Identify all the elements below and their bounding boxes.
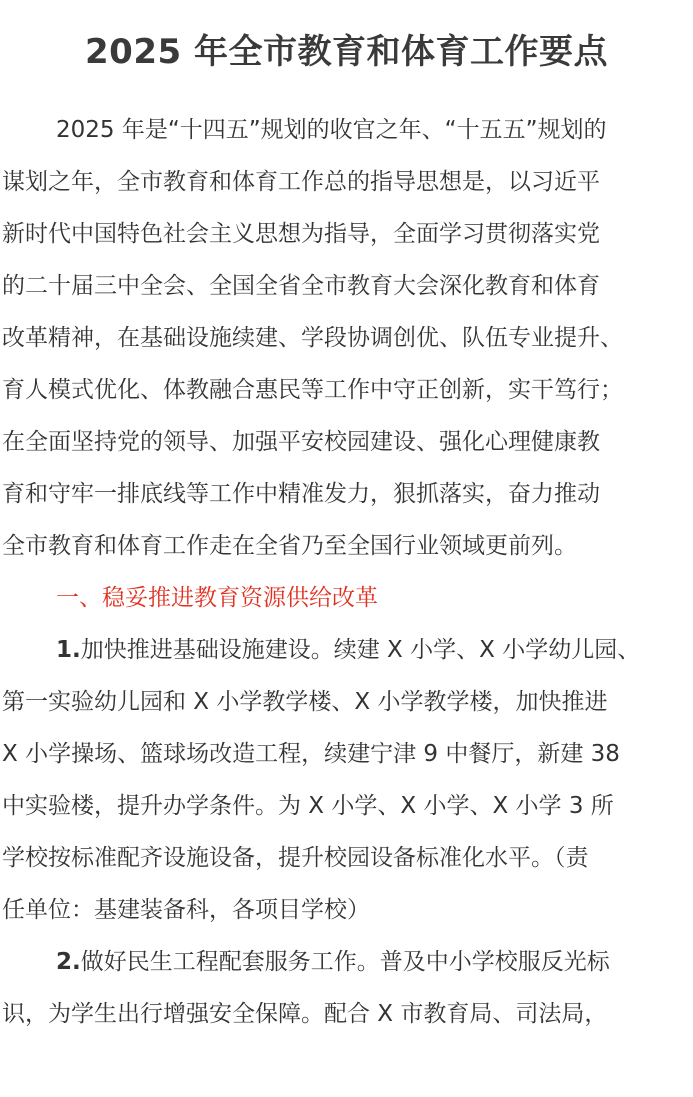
item-1-line: 中实验楼，提升办学条件。为 X 小学、X 小学、X 小学 3 所 [2, 793, 614, 819]
intro-line: 在全面坚持党的领导、加强平安校园建设、强化心理健康教 [2, 429, 600, 455]
item-text: 做好民生工程配套服务工作。普及中小学校服反光标 [80, 949, 610, 975]
intro-line: 育人模式优化、体教融合惠民等工作中守正创新，实干笃行； [2, 377, 623, 403]
item-1-line: X 小学操场、篮球场改造工程，续建宁津 9 中餐厅，新建 38 [2, 741, 620, 767]
intro-line: 谋划之年，全市教育和体育工作总的指导思想是，以习近平 [2, 169, 600, 195]
item-number: 2. [56, 949, 81, 975]
intro-line: 育和守牢一排底线等工作中精准发力，狠抓落实，奋力推动 [2, 481, 600, 507]
item-1-first-line [56, 624, 640, 676]
item-number: 1. [56, 637, 81, 663]
item-1-line: 第一实验幼儿园和 X 小学教学楼、X 小学教学楼，加快推进 [2, 689, 608, 715]
item-text: 加快推进基础设施建设。续建 X 小学、X 小学幼儿园、 [80, 637, 641, 663]
intro-line: 的二十届三中全会、全国全省全市教育大会深化教育和体育 [2, 273, 600, 299]
item-1-line: 任单位：基建装备科，各项目学校） [2, 897, 370, 923]
intro-line: 改革精神，在基础设施续建、学段协调创优、队伍专业提升、 [2, 325, 623, 351]
section-heading: 一、稳妥推进教育资源供给改革 [56, 585, 378, 611]
item-1-line: 学校按标准配齐设施设备，提升校园设备标准化水平。（责 [2, 845, 589, 871]
item-2-first-line [56, 936, 610, 988]
intro-line: 新时代中国特色社会主义思想为指导，全面学习贯彻落实党 [2, 221, 600, 247]
item-2-line: 识，为学生出行增强安全保障。配合 X 市教育局、司法局， [2, 1001, 608, 1027]
document-title: 2025 年全市教育和体育工作要点 [85, 32, 608, 72]
intro-line: 2025 年是“十四五”规划的收官之年、“十五五”规划的 [56, 117, 607, 143]
intro-line: 全市教育和体育工作走在全省乃至全国行业领域更前列。 [2, 533, 577, 559]
